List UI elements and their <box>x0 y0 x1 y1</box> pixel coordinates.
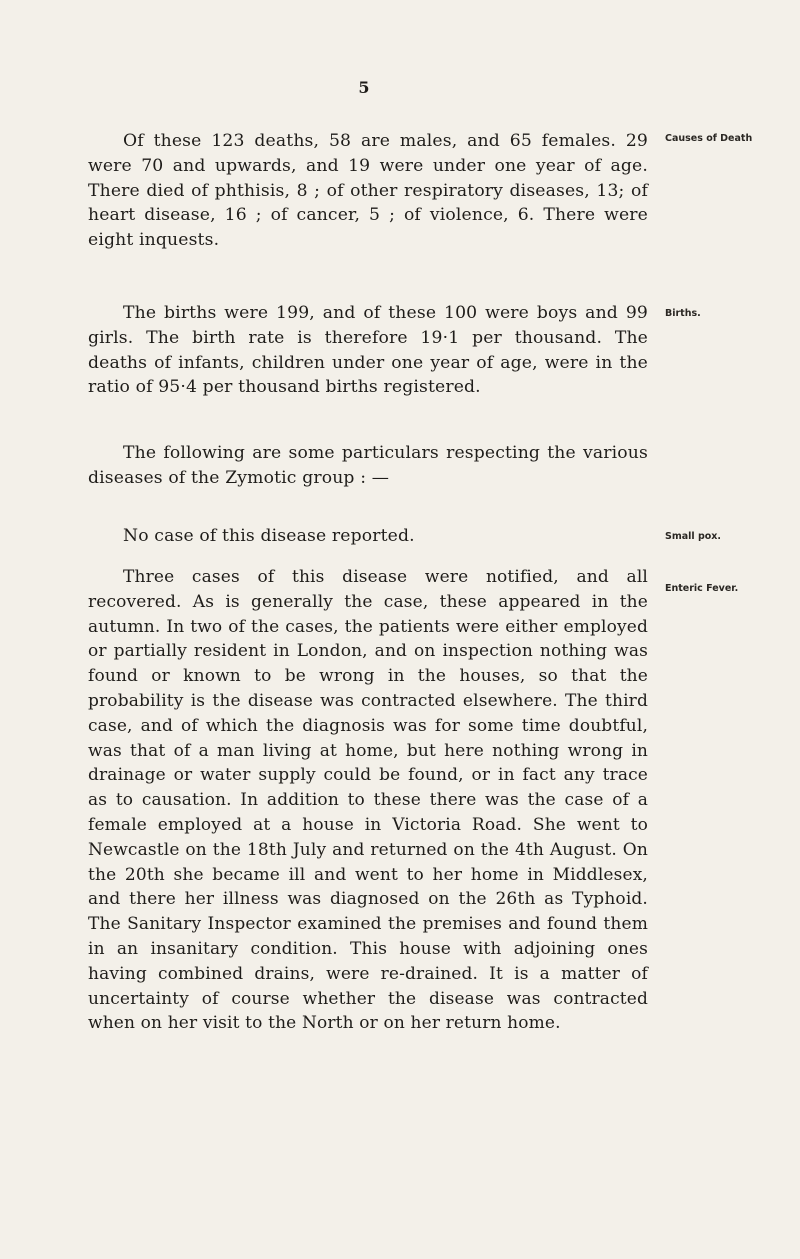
sidenote-enteric-fever: Enteric Fever. <box>665 583 739 594</box>
paragraph-zymotic-intro: The following are some particulars respecting the various diseases of the Zymotic group : — <box>88 443 648 488</box>
sidenote-causes-of-death: Causes of Death <box>665 133 753 144</box>
sidenote-births: Births. <box>665 308 701 319</box>
paragraph-enteric-fever: Three cases of this disease were notified, and all recovered. As is generally the case, these appeared in the autumn. In two of the cases, the patients were either employed or partially resident in London, and on inspection nothing was found or known to be wrong in the houses, so that the probability is the disease was contracted elsewhere. The third case, and of which the diagnosis was for some time doubtful, was that of a man living at home, but here nothing wrong in drainage or water supply could be found, or in fact any trace as to causation. In addition to these there was the case of a female employed at a house in Victoria Road. She went to Newcastle on the 18th July and returned on the 4th August. On the 20th she became ill and went to her home in Middlesex, and there her illness was diagnosed on the 26th as Typhoid. The Sanitary Inspector examined the premises and found them in an insanitary condition. This house with adjoining ones having combined drains, were re-drained. It is a matter of uncertainty of course whether the disease was contracted when on her visit to the North or on her return home. <box>88 567 648 1034</box>
paragraph-small-pox: No case of this disease reported. <box>123 526 415 546</box>
page-number: 5 <box>358 78 370 97</box>
paragraph-births: The births were 199, and of these 100 were boys and 99 girls. The birth rate is therefore 19·1 per thousand. The deaths of infants, children under one year of age, were in the ratio of 95·4 per thousand births registered. <box>88 303 648 398</box>
paragraph-causes-of-death: Of these 123 deaths, 58 are males, and 65 females. 29 were 70 and upwards, and 19 were under one year of age. There died of phthisis, 8 ; of other respiratory diseases, 13; of heart disease, 16 ; of cancer, 5 ; of violence, 6. There were eight inquests. <box>88 131 648 251</box>
sidenote-small-pox: Small pox. <box>665 531 722 542</box>
